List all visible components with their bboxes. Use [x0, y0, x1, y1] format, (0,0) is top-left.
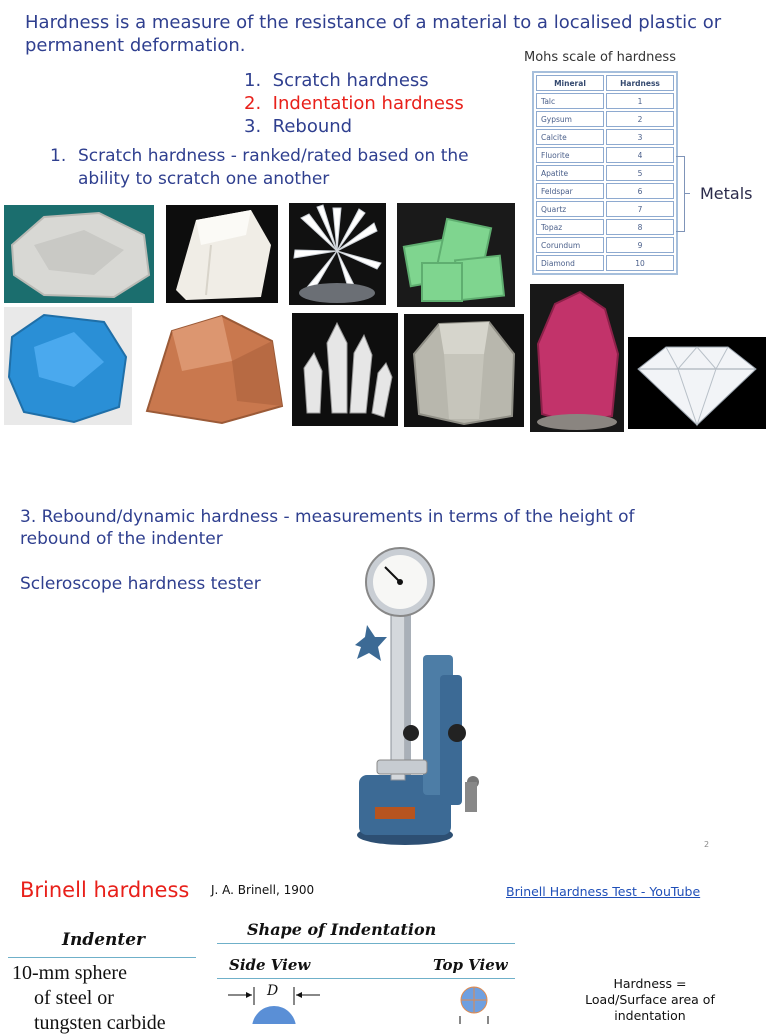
diamond-image: [628, 337, 766, 429]
indenter-description: [12, 961, 166, 1036]
hardness-types-list: [244, 69, 464, 138]
type-number: 2.: [244, 93, 262, 114]
table-row: [536, 237, 674, 253]
talc-image: [4, 205, 154, 303]
type-label: Indentation hardness: [272, 93, 464, 114]
hardness-cell: 1: [606, 93, 674, 109]
table-row: [536, 129, 674, 145]
gypsum-image: [166, 205, 278, 303]
hardness-cell: 10: [606, 255, 674, 271]
metals-bracket-tick: [684, 193, 690, 194]
brinell-youtube-link[interactable]: Brinell Hardness Test - YouTube: [506, 884, 701, 899]
scratch-text: Scratch hardness - ranked/rated based on the ability to scratch one another: [78, 146, 469, 189]
quartz-image: [292, 313, 398, 426]
hardness-cell: 3: [606, 129, 674, 145]
calcite-image: [289, 203, 386, 305]
formula-line-1: Hardness =: [613, 976, 687, 991]
side-view-label: Side View: [229, 956, 311, 974]
table-row: [536, 93, 674, 109]
mineral-cell: Corundum: [536, 237, 604, 253]
rebound-description: 3. Rebound/dynamic hardness - measurements in terms of the height of rebound of the indenter: [20, 507, 635, 549]
metals-label: Metals: [700, 184, 753, 203]
indenter-line: 10-mm sphere: [12, 962, 127, 984]
scleroscope-label: Scleroscope hardness tester: [20, 574, 261, 594]
mineral-cell: Apatite: [536, 165, 604, 181]
table-row: [536, 201, 674, 217]
shape-divider-bottom: [217, 978, 515, 979]
mineral-cell: Quartz: [536, 201, 604, 217]
diameter-label: D: [267, 983, 279, 999]
type-number: 3.: [244, 116, 262, 137]
apatite-image: [4, 307, 132, 425]
table-row: [536, 111, 674, 127]
type-item-1: [244, 69, 464, 92]
shape-heading: Shape of Indentation: [247, 920, 437, 939]
metals-bracket: [676, 156, 685, 232]
table-row: [536, 183, 674, 199]
table-row: [536, 255, 674, 271]
brinell-author: J. A. Brinell, 1900: [211, 883, 315, 897]
indenter-divider: [8, 957, 196, 958]
formula-line-2: Load/Surface area of indentation: [585, 992, 715, 1023]
scleroscope-image: [345, 545, 495, 850]
hardness-formula: [550, 976, 750, 1024]
hardness-cell: 7: [606, 201, 674, 217]
mohs-header-row: [536, 75, 674, 91]
scratch-number: 1.: [50, 146, 67, 166]
mineral-cell: Calcite: [536, 129, 604, 145]
mineral-cell: Diamond: [536, 255, 604, 271]
hardness-cell: 9: [606, 237, 674, 253]
brinell-title: Brinell hardness: [20, 878, 190, 902]
type-label: Rebound: [272, 116, 353, 137]
hardness-cell: 4: [606, 147, 674, 163]
top-view-label: Top View: [433, 956, 508, 974]
mohs-header-mineral: Mineral: [536, 75, 604, 91]
hardness-cell: 5: [606, 165, 674, 181]
mineral-cell: Talc: [536, 93, 604, 109]
hardness-cell: 6: [606, 183, 674, 199]
topaz-image: [404, 314, 524, 427]
scratch-description: [50, 145, 500, 191]
type-item-2: [244, 92, 464, 115]
feldspar-image: [142, 311, 286, 427]
table-row: [536, 147, 674, 163]
indenter-line: of steel or: [34, 987, 114, 1009]
type-number: 1.: [244, 70, 262, 91]
fluorite-image: [397, 203, 515, 307]
page-number: 2: [704, 840, 710, 849]
hardness-cell: 8: [606, 219, 674, 235]
mineral-cell: Gypsum: [536, 111, 604, 127]
shape-divider-top: [217, 943, 515, 944]
table-row: [536, 219, 674, 235]
mineral-cell: Feldspar: [536, 183, 604, 199]
mineral-cell: Fluorite: [536, 147, 604, 163]
table-row: [536, 165, 674, 181]
corundum-image: [530, 284, 624, 432]
intro-text: Hardness is a measure of the resistance of a material to a localised plastic or permanent deformation.: [25, 12, 722, 56]
mohs-title: Mohs scale of hardness: [524, 50, 676, 65]
top-view-diagram: [452, 984, 496, 1024]
indenter-line: tungsten carbide: [34, 1012, 166, 1034]
mohs-header-hardness: Hardness: [606, 75, 674, 91]
type-label: Scratch hardness: [272, 70, 429, 91]
mineral-cell: Topaz: [536, 219, 604, 235]
type-item-3: [244, 115, 464, 138]
hardness-cell: 2: [606, 111, 674, 127]
mohs-table: [532, 71, 678, 275]
indenter-heading: Indenter: [62, 930, 145, 950]
